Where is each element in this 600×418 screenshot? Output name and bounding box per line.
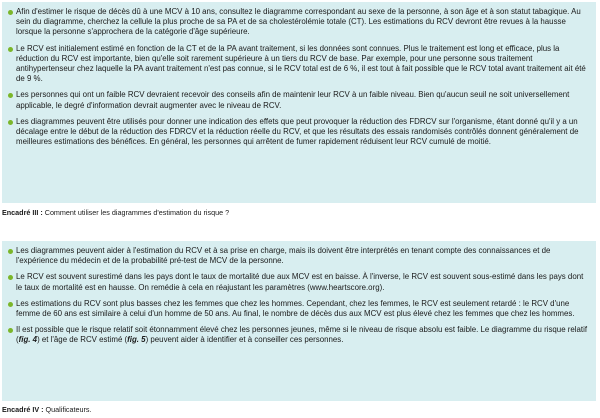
figure-reference: fig. 5 — [127, 335, 146, 345]
caption-box-4 — [2, 405, 91, 414]
item-text-part: ) et l'âge de RCV estimé ( — [37, 335, 128, 345]
item-text: Afin d'estimer le risque de décès dû à une MCV à 10 ans, consultez le diagramme correspondant au sexe de la personne, à son âge et à son statut tabagique. Au sein du diagramme, cherchez la cellule la plus proche de sa PA et de sa cholestérolémie totale (CT). Les estimations du RCV devront être revues à la hausse lorsque la personne s'approchera de la catégorie d'âge supérieure. — [16, 7, 581, 37]
bullet-icon — [8, 120, 13, 125]
item-text: Le RCV est initialement estimé en fonction de la CT et de la PA avant traitement, si les données sont connues. Plus le traitement est long et efficace, plus la réduction du RCV est importante, bien qu'elle soit rarement supérieure à un tiers du RCV de base. Par exemple, pour une personne sous traitement antihypertenseur chez laquelle la PA avant traitement n'est pas connue, si le RCV total est de 6 %, il est tout à fait possible que le RCV total avant traitement ait été de 9 %. — [16, 43, 586, 84]
caption-label: Encadré IV : — [2, 405, 44, 414]
caption-box-3 — [2, 208, 229, 217]
item-text: Les diagrammes peuvent être utilisés pour donner une indication des effets que peut provoquer la réduction des FDRCV sur l'organisme, étant donné qu'il y a un décalage entre le début de la réduction des FDRCV et la réduction réelle du RCV, et que les résultats des essais randomisés contrôlés donnent généralement de meilleures estimations des bénéfices. En général, les personnes qui arrêtent de fumer rapidement réduisent leur RCV cumulé de moitié. — [16, 116, 579, 147]
bullet-icon — [8, 302, 13, 307]
item-text: Le RCV est souvent surestimé dans les pays dont le taux de mortalité due aux MCV est en baisse. À l'inverse, le RCV est souvent sous-estimé dans les pays dont le taux de mortalité est en hausse. On remédie à cela en réajustant les paramètres (www.heartscore.org). — [16, 272, 584, 292]
box-qualifiers — [2, 241, 596, 401]
list-item — [8, 272, 590, 292]
caption-text: Qualificateurs. — [43, 405, 92, 414]
caption-text: Comment utiliser les diagrammes d'estimation du risque ? — [42, 208, 230, 217]
item-text — [16, 325, 590, 345]
item-text-part: Il est possible que le risque relatif soit étonnamment élevé chez les personnes jeunes, même si le niveau de risque absolu est faible. Le diagramme du risque relatif ( — [16, 325, 588, 345]
box-how-to-use — [2, 2, 596, 203]
item-text: Les personnes qui ont un faible RCV devraient recevoir des conseils afin de maintenir leur RCV à un faible niveau. Bien qu'aucun seuil ne soit universellement applicable, le degré d'information devrait augmenter avec le niveau de RCV. — [16, 90, 570, 110]
list-item — [8, 299, 590, 319]
bullet-icon — [8, 10, 13, 15]
list-item — [8, 44, 590, 85]
item-text: Les estimations du RCV sont plus basses chez les femmes que chez les hommes. Cependant, chez les femmes, le RCV est seulement retardé : le RCV d'une femme de 60 ans est similaire à celui d'un homme de 50 ans. Au final, le nombre de décès dus aux MCV est plus élevé chez les femmes que chez les hommes. — [16, 298, 575, 319]
item-text: Les diagrammes peuvent aider à l'estimation du RCV et à sa prise en charge, mais ils doivent être interprétés en tenant compte des connaissances et de l'expérience du médecin et de la probabilité pré-test de MCV de la personne. — [16, 246, 551, 266]
list-item — [8, 7, 590, 38]
bullet-icon — [8, 328, 13, 333]
bullet-icon — [8, 275, 13, 280]
list-item — [8, 117, 590, 148]
bullet-icon — [8, 249, 13, 254]
caption-label: Encadré III : — [2, 208, 43, 217]
list-item — [8, 325, 590, 345]
list-item — [8, 246, 590, 266]
bullet-icon — [8, 93, 13, 98]
figure-reference: fig. 4 — [18, 335, 38, 345]
list-item — [8, 90, 590, 110]
bullet-icon — [8, 47, 13, 52]
item-text-part: ) peuvent aider à identifier et à conseiller ces personnes. — [145, 335, 344, 345]
